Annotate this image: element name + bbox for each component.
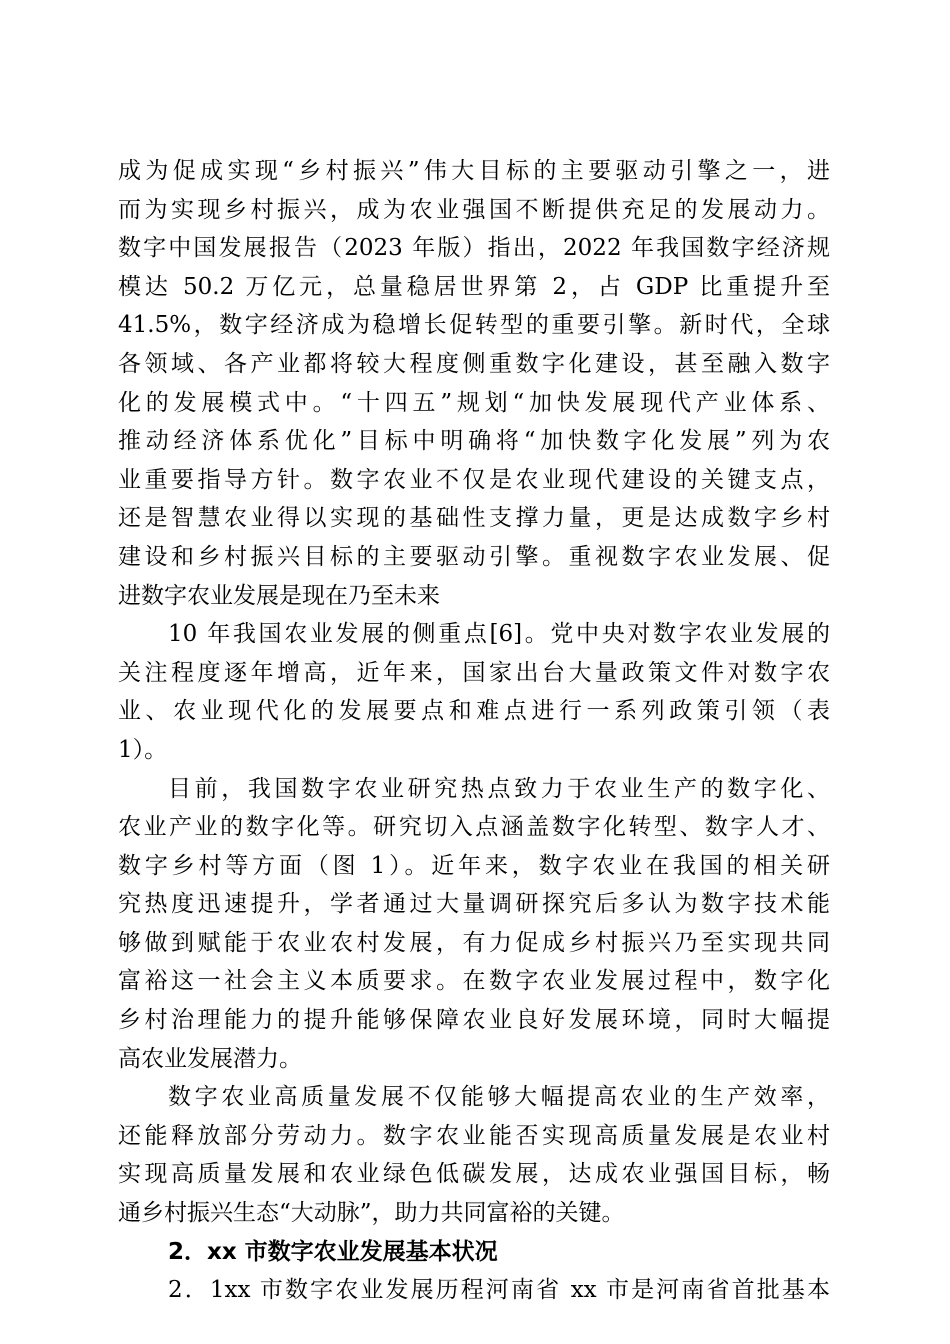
text-line: 成为促成实现“乡村振兴”伟大目标的主要驱动引擎之一，进 [118, 158, 830, 184]
text-line: 各领域、各产业都将较大程度侧重数字化建设，甚至融入数字 [118, 350, 830, 377]
text-line: 农业产业的数字化等。研究切入点涵盖数字化转型、数字人才、 [118, 814, 830, 841]
text-line: 究热度迅速提升，学者通过大量调研探究后多认为数字技术能 [118, 891, 830, 918]
text-line: 数字农业高质量发展不仅能够大幅提高农业的生产效率， [168, 1084, 830, 1111]
text-line: 富裕这一社会主义本质要求。在数字农业发展过程中，数字化 [118, 968, 830, 995]
text-line: 够做到赋能于农业农村发展，有力促成乡村振兴乃至实现共同 [118, 929, 830, 956]
text-line: 模达 50.2 万亿元，总量稳居世界第 2，占 GDP 比重提升至 [118, 273, 830, 300]
text-line: 通乡村振兴生态“大动脉”，助力共同富裕的关键。 [118, 1200, 625, 1227]
paragraph-high-quality-development [118, 1078, 830, 1232]
document-body [118, 152, 830, 1310]
text-line: 还能释放部分劳动力。数字农业能否实现高质量发展是农业村 [118, 1122, 830, 1149]
text-line: 推动经济体系优化”目标中明确将“加快数字化发展”列为农 [118, 428, 830, 455]
text-line: 进数字农业发展是现在乃至未来 [118, 582, 440, 609]
subsection-line: 2．1xx 市数字农业发展历程河南省 xx 市是河南省首批基本 [168, 1277, 830, 1304]
text-line: 10 年我国农业发展的侧重点[6]。党中央对数字农业发展的 [168, 621, 830, 648]
text-line: 建设和乡村振兴目标的主要驱动引擎。重视数字农业发展、促 [118, 543, 830, 570]
text-line: 乡村治理能力的提升能够保障农业良好发展环境，同时大幅提 [118, 1007, 830, 1034]
text-line: 实现高质量发展和农业绿色低碳发展，达成农业强国目标，畅 [118, 1161, 830, 1188]
paragraph-policy-focus [118, 615, 830, 769]
text-line: 业重要指导方针。数字农业不仅是农业现代建设的关键支点， [118, 466, 830, 493]
text-line: 1）。 [118, 736, 168, 763]
text-line: 目前，我国数字农业研究热点致力于农业生产的数字化、 [168, 775, 830, 802]
text-line: 数字乡村等方面（图 1）。近年来，数字农业在我国的相关研 [118, 852, 830, 879]
text-line: 化的发展模式中。“十四五”规划“加快发展现代产业体系、 [118, 389, 830, 416]
text-line: 还是智慧农业得以实现的基础性支撑力量，更是达成数字乡村 [118, 505, 830, 532]
text-line: 高农业发展潜力。 [118, 1045, 302, 1072]
text-line: 41.5%，数字经济成为稳增长促转型的重要引擎。新时代，全球 [118, 312, 830, 339]
text-line: 数字中国发展报告（2023 年版）指出，2022 年我国数字经济规 [118, 235, 830, 262]
text-line: 业、农业现代化的发展要点和难点进行一系列政策引领（表 [118, 698, 830, 725]
section-heading: 2．xx 市数字农业发展基本状况 [168, 1238, 498, 1265]
paragraph-research-hotspots [118, 770, 830, 1079]
paragraph-digital-economy [118, 152, 830, 615]
text-line: 而为实现乡村振兴，成为农业强国不断提供充足的发展动力。 [118, 196, 830, 223]
text-line: 关注程度逐年增高，近年来，国家出台大量政策文件对数字农 [118, 659, 830, 686]
